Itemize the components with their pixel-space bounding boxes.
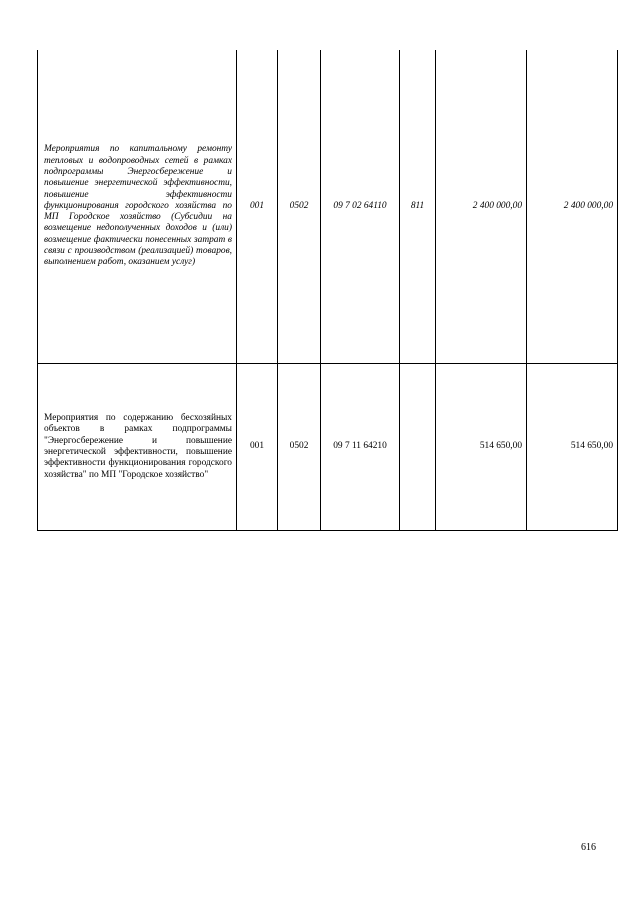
page-number: 616 <box>581 842 596 853</box>
row-amount-1: 2 400 000,00 <box>436 50 527 364</box>
row-section: 0502 <box>278 364 321 531</box>
row-code: 001 <box>237 50 278 364</box>
budget-table <box>37 50 618 531</box>
row-amount-1: 514 650,00 <box>436 364 527 531</box>
row-expense-type <box>400 364 436 531</box>
row-section: 0502 <box>278 50 321 364</box>
row-amount-2: 514 650,00 <box>527 364 618 531</box>
table-row <box>38 364 618 531</box>
row-description: Мероприятия по капитальному ремонту тепловых и водопроводных сетей в рамках подпрограммы Энергосбережение и повышение энергетической эффективности, повышение эффективности функционирования городского хозяйства по МП Городское хозяйство (Субсидии на возмещение недополученных доходов и (или) возмещение фактически понесенных затрат в связи с производством (реализацией) товаров, выполнением работ, оказанием услуг) <box>38 50 237 364</box>
row-target: 09 7 02 64110 <box>321 50 400 364</box>
table-row <box>38 50 618 364</box>
row-description: Мероприятия по содержанию бесхозяйных объектов в рамках подпрограммы "Энергосбережение и повышение энергетической эффективности, повышение эффективности функционирования городского хозяйства" по МП "Городское хозяйство" <box>38 364 237 531</box>
row-target: 09 7 11 64210 <box>321 364 400 531</box>
row-amount-2: 2 400 000,00 <box>527 50 618 364</box>
row-code: 001 <box>237 364 278 531</box>
row-expense-type: 811 <box>400 50 436 364</box>
